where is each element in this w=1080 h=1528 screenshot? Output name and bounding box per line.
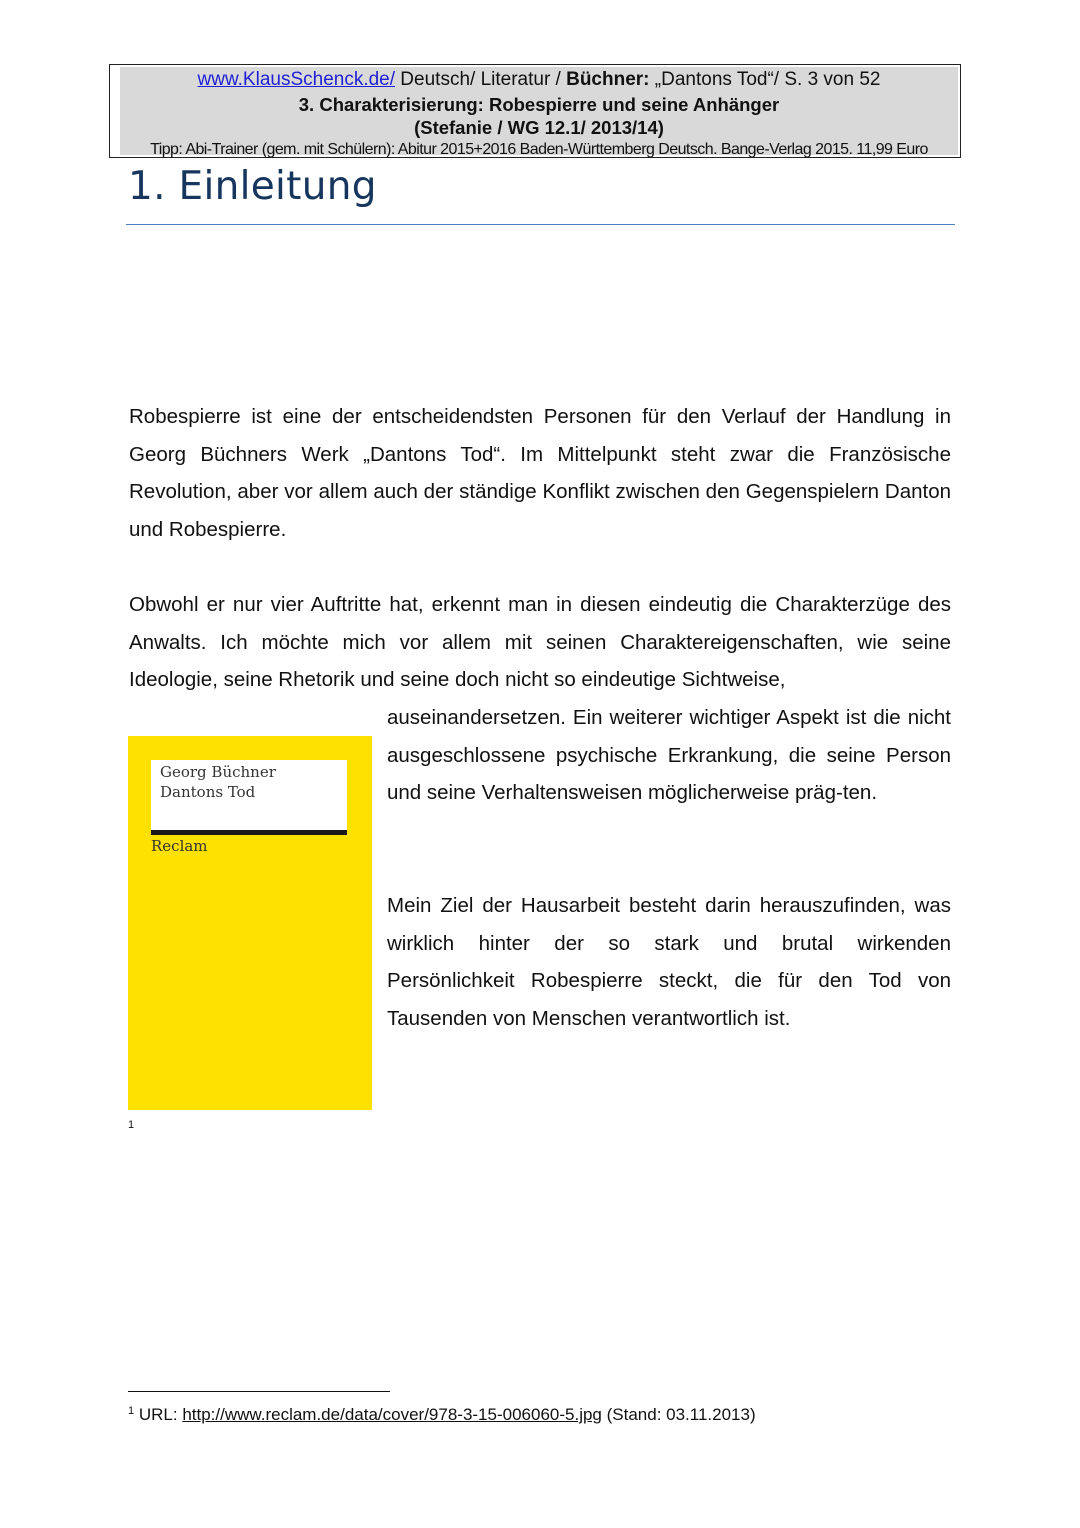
book-cover-image — [128, 736, 372, 1110]
paragraph-intro: Robespierre ist eine der entscheidendsten Personen für den Verlauf der Handlung in Georg Büchners Werk „Dantons Tod“. Im Mittelpunkt steht zwar die Französische Revolution, aber vor allem auch der ständige Konflikt zwischen den Gegenspielern Danton und Robespierre. — [129, 405, 951, 541]
paragraph-appearances: Obwohl er nur vier Auftritte hat, erkennt man in diesen eindeutig die Charakterzüge des Anwalts. Ich möchte mich vor allem mit seinen Charaktereigenschaften, wie seine Ideologie, seine Rhetorik und seine doch nicht so eindeutige Sichtweise, — [129, 593, 951, 691]
header-author-info: (Stefanie / WG 12.1/ 2013/14) — [414, 117, 664, 138]
site-link[interactable]: www.KlausSchenck.de/ — [197, 69, 396, 90]
footnote-separator — [128, 1391, 390, 1392]
header-subtitle: 3. Charakterisierung: Robespierre und seine Anhänger — [298, 94, 780, 115]
work-page-info: „Dantons Tod“/ S. 3 von 52 — [649, 69, 881, 90]
footnote-label: URL: — [134, 1405, 183, 1424]
footnote-marker: 1 — [128, 1119, 135, 1131]
book-cover-title: Dantons Tod — [160, 783, 256, 801]
book-cover-author: Georg Büchner — [160, 763, 276, 781]
book-cover-label — [151, 760, 347, 835]
footnote-number: 1 — [128, 1405, 135, 1417]
header-title-line — [120, 67, 958, 93]
footnote-url-link[interactable]: http://www.reclam.de/data/cover/978-3-15-006060-5.jpg — [182, 1405, 602, 1424]
author-name: Büchner: — [566, 69, 650, 90]
paragraph-aspects: auseinandersetzen. Ein weiterer wichtiger Aspekt ist die nicht ausgeschlossene psychische Erkrankung, die seine Person und seine Verhaltensweisen möglicherweise präg-ten. — [387, 706, 951, 804]
footnote — [128, 1405, 756, 1425]
footnote-date: (Stand: 03.11.2013) — [601, 1405, 756, 1424]
section-heading: 1. Einleitung — [128, 164, 377, 209]
heading-underline — [126, 224, 955, 225]
paragraph-goal: Mein Ziel der Hausarbeit besteht darin herauszufinden, was wirklich hinter der so stark und brutal wirkenden Persönlichkeit Robespierre steckt, die für den Tod von Tausenden von Menschen verantwortlich ist. — [387, 894, 951, 1030]
header-tip: Tipp: Abi-Trainer (gem. mit Schülern): Abitur 2015+2016 Baden-Württemberg Deutsch. Bange-Verlag 2015. 11,99 Euro — [150, 141, 928, 158]
document-header — [109, 64, 961, 158]
breadcrumb-text: Deutsch/ Literatur / — [395, 69, 567, 90]
book-cover-publisher: Reclam — [151, 837, 208, 855]
header-panel — [120, 67, 958, 158]
